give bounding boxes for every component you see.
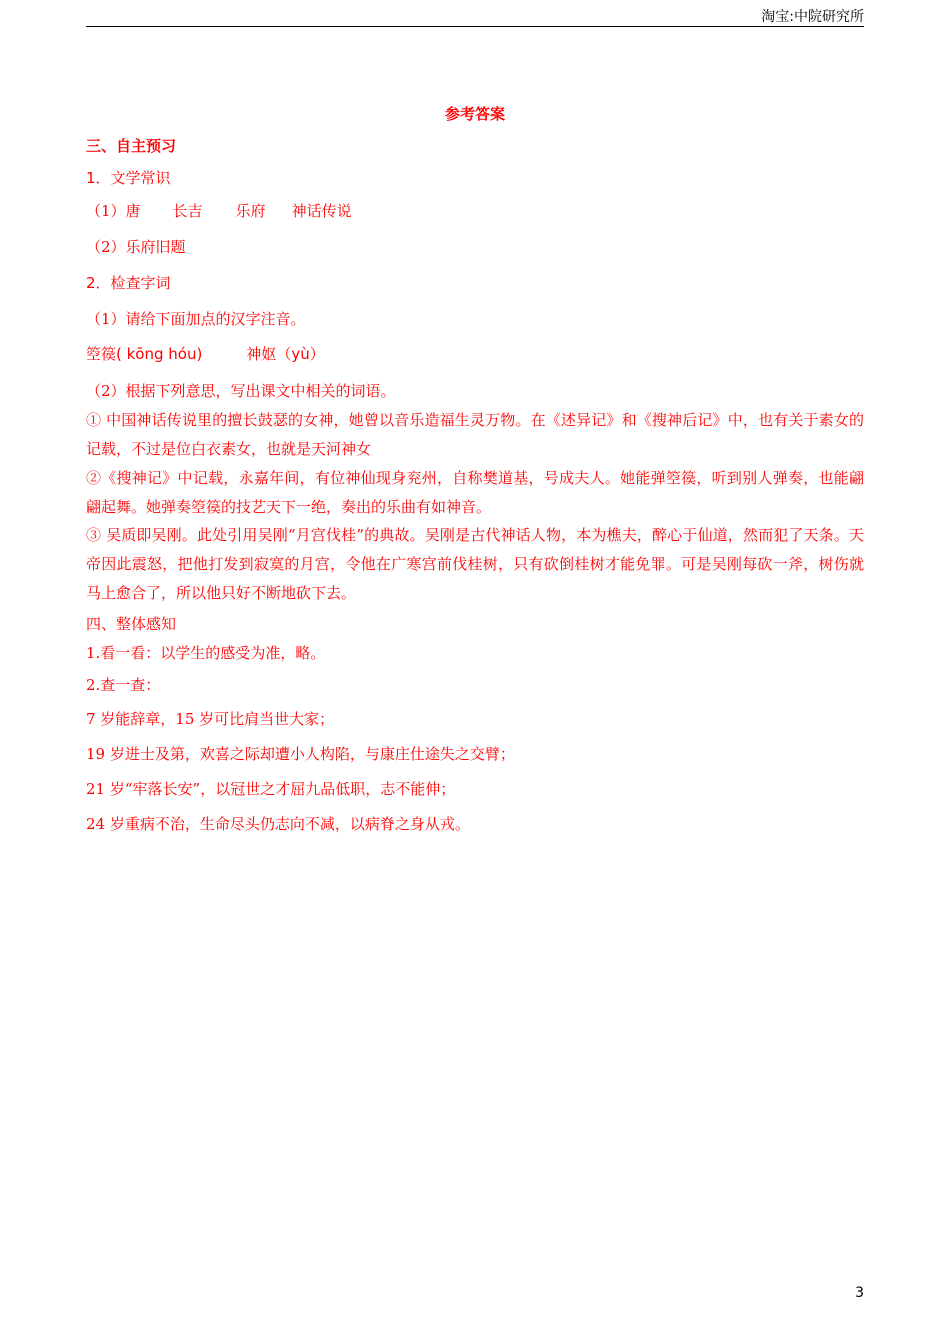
section3-heading: 三、自主预习 [86, 137, 177, 155]
pinyin-yu: 神妪（yù） [246, 345, 325, 363]
pinyin-konghou: 箜篌( kōng hóu) [86, 345, 203, 363]
vocab-paragraph-3: ③ 吴质即吴刚。此处引用吴刚“月宫伐桂”的典故。吴刚是古代神话人物，本为樵夫，醉心于仙道，然而犯了天条。天帝因此震怒，把他打发到寂寞的月宫，令他在广寒宫前伐桂树，只有砍倒桂树才能免罪。可是吴刚每砍一斧，树伤就马上愈合了，所以他只好不断地砍下去。 [86, 526, 864, 602]
item2-label: 2．检查字词 [86, 274, 171, 292]
vocab-paragraph-2: ②《搜神记》中记载，永嘉年间，有位神仙现身兖州，自称樊道基，号成夫人。她能弹箜篌，听到别人弹奏，也能翩翩起舞。她弹奏箜篌的技艺天下一绝，奏出的乐曲有如神音。 [86, 469, 864, 516]
answer-genre: 乐府 [235, 202, 266, 220]
page-title: 参考答案 [444, 105, 505, 123]
page-number: 3 [855, 1285, 864, 1301]
life-age-19: 19 岁进士及第，欢喜之际却遭小人构陷，与康庄仕途失之交臂； [86, 745, 515, 763]
pinyin-answers [86, 343, 325, 364]
vocab-instruction: （2）根据下列意思，写出课文中相关的词语。 [86, 382, 396, 400]
header-rule [86, 26, 864, 27]
life-age-7: 7 岁能辞章，15 岁可比肩当世大家； [86, 710, 335, 728]
section4-heading: 四、整体感知 [86, 615, 177, 633]
header-text: 淘宝:中院研究所 [761, 9, 864, 25]
answer-courtesy-name: 长吉 [172, 202, 203, 220]
answer-myth: 神话传说 [291, 202, 352, 220]
pinyin-instruction: （1）请给下面加点的汉字注音。 [86, 310, 306, 328]
old-title-line: （2）乐府旧题 [86, 238, 186, 256]
life-age-21: 21 岁“牢落长安”，以冠世之才屈九品低职，志不能伸； [86, 780, 456, 798]
life-age-24: 24 岁重病不治，生命尽头仍志向不减，以病脊之身从戎。 [86, 815, 470, 833]
section4-item2: 2.查一查： [86, 676, 161, 694]
item1-label: 1．文学常识 [86, 169, 171, 187]
answer-dynasty: （1）唐 [86, 202, 141, 220]
section4-item1: 1.看一看：以学生的感受为准，略。 [86, 644, 326, 662]
vocab-paragraph-1: ① 中国神话传说里的擅长鼓瑟的女神，她曾以音乐造福生灵万物。在《述异记》和《搜神后记》中，也有关于素女的记载，不过是位白衣素女，也就是天河神女 [86, 411, 864, 458]
literature-knowledge-line [86, 200, 352, 221]
